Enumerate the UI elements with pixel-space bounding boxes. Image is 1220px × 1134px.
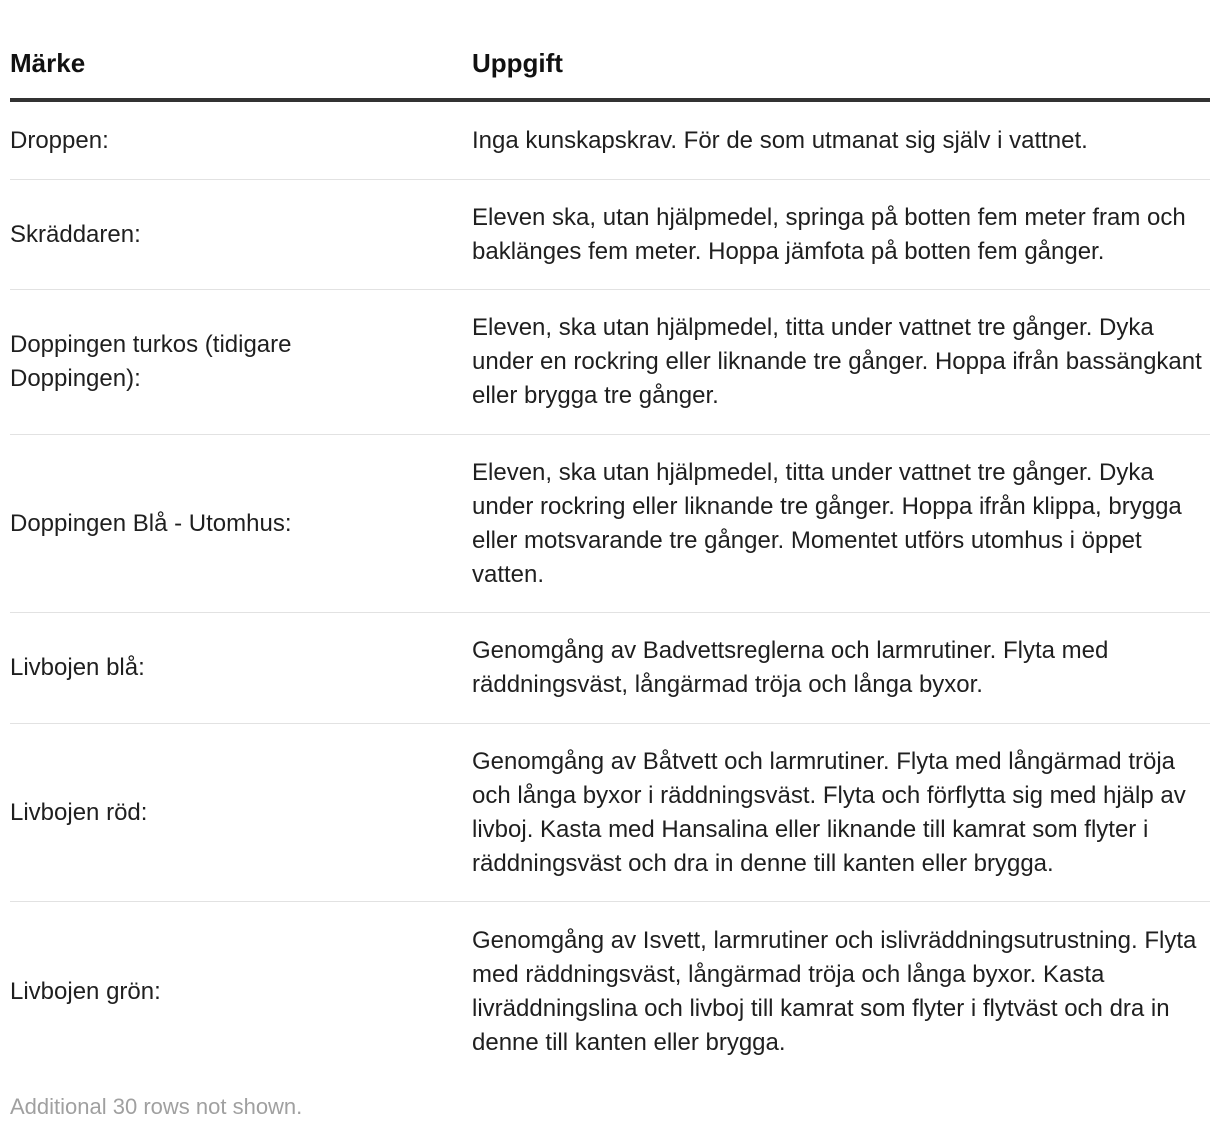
cell-mark: Livbojen röd: (10, 724, 472, 902)
header-row (10, 0, 1210, 100)
table-row (10, 100, 1210, 180)
badges-table (10, 0, 1210, 1082)
table-row (10, 902, 1210, 1083)
header-task[interactable]: Uppgift (472, 0, 1210, 100)
table-body (10, 100, 1210, 1082)
cell-task: Eleven, ska utan hjälpmedel, titta under vattnet tre gånger. Dyka under en rockring eller liknande tre gånger. Hoppa ifrån bassängkant eller brygga tre gånger. (472, 290, 1210, 435)
table-row (10, 290, 1210, 435)
header-mark[interactable]: Märke (10, 0, 472, 100)
cell-mark: Livbojen blå: (10, 613, 472, 724)
cell-mark: Doppingen turkos (tidigare Doppingen): (10, 290, 472, 435)
table-row (10, 435, 1210, 613)
table-header (10, 0, 1210, 100)
cell-mark: Doppingen Blå - Utomhus: (10, 435, 472, 613)
table-row (10, 613, 1210, 724)
cell-task: Eleven, ska utan hjälpmedel, titta under vattnet tre gånger. Dyka under rockring eller liknande tre gånger. Hoppa ifrån klippa, brygga eller motsvarande tre gånger. Momentet utförs utomhus i öppet vatten. (472, 435, 1210, 613)
table-footnote: Additional 30 rows not shown. (10, 1094, 303, 1119)
cell-task: Genomgång av Badvettsreglerna och larmrutiner. Flyta med räddningsväst, långärmad tröja och långa byxor. (472, 613, 1210, 724)
table-row (10, 180, 1210, 290)
table-row (10, 724, 1210, 902)
cell-task: Eleven ska, utan hjälpmedel, springa på botten fem meter fram och baklänges fem meter. Hoppa jämfota på botten fem gånger. (472, 180, 1210, 290)
cell-mark: Droppen: (10, 100, 472, 180)
cell-mark: Livbojen grön: (10, 978, 161, 1005)
cell-task: Genomgång av Båtvett och larmrutiner. Flyta med långärmad tröja och långa byxor i räddningsväst. Flyta och förflytta sig med hjälp av livboj. Kasta med Hansalina eller liknande till kamrat som flyter i räddningsväst och dra in denne till kanten eller brygga. (472, 724, 1210, 902)
badges-table-container (10, 0, 1210, 1082)
cell-mark: Skräddaren: (10, 180, 472, 290)
cell-task: Inga kunskapskrav. För de som utmanat sig själv i vattnet. (472, 100, 1210, 180)
cell-task: Genomgång av Isvett, larmrutiner och islivräddningsutrustning. Flyta med räddningsväst, långärmad tröja och långa byxor. Kasta livräddningslina och livboj till kamrat som flyter i flytväst och dra in denne till kanten eller brygga. (472, 927, 1197, 1056)
